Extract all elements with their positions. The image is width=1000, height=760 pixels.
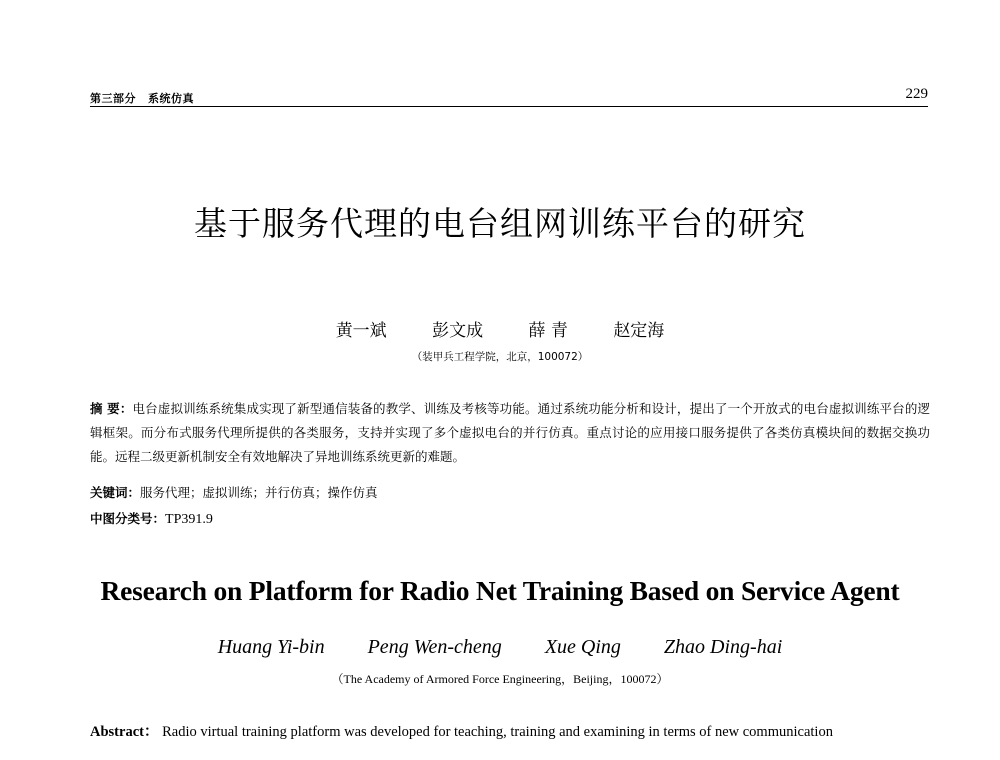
- author-cn-1: 黄一斌: [335, 321, 387, 341]
- chinese-authors: [0, 316, 1000, 341]
- abstract-cn-text: 电台虚拟训练系统集成实现了新型通信装备的教学、训练及考核等功能。通过系统功能分析和设计，提出了一个开放式的电台虚拟训练平台的逻辑框架。而分布式服务代理所提供的各类服务，支持并实现了多个虚拟电台的并行仿真。重点讨论的应用接口服务提供了各类仿真模块间的数据交换功能。远程二级更新机制安全有效地解决了异地训练系统更新的难题。: [90, 401, 930, 464]
- chinese-abstract: [90, 397, 930, 469]
- english-abstract: [90, 720, 930, 744]
- classification-value: TP391.9: [165, 512, 213, 527]
- keywords-cn-label: 关键词：: [90, 485, 141, 500]
- section-name: 系统仿真: [148, 92, 194, 105]
- chinese-title: 基于服务代理的电台组网训练平台的研究: [194, 204, 806, 243]
- author-cn-2: 彭文成: [432, 321, 484, 341]
- author-en-3: Xue Qing: [544, 636, 621, 658]
- english-authors: [0, 636, 1000, 659]
- author-en-1: Huang Yi-bin: [217, 636, 325, 658]
- author-en-4: Zhao Ding-hai: [663, 636, 783, 658]
- author-cn-3: 薛 青: [528, 321, 568, 341]
- page-number: 229: [905, 86, 928, 102]
- keywords-cn-text: 服务代理；虚拟训练；并行仿真；操作仿真: [140, 485, 378, 500]
- abstract-en-text: Radio virtual training platform was developed for teaching, training and examining in terms of new communication: [162, 724, 833, 740]
- classification-number: [90, 509, 930, 528]
- chinese-keywords: [90, 483, 930, 501]
- english-title: Research on Platform for Radio Net Training Based on Service Agent: [100, 575, 900, 606]
- section-part: 第三部分: [90, 92, 136, 105]
- english-affiliation: （The Academy of Armored Force Engineering，Beijing，100072）: [331, 672, 669, 686]
- author-cn-4: 赵定海: [613, 321, 665, 341]
- abstract-cn-label: 摘 要：: [90, 401, 133, 416]
- abstract-en-label: Abstract：: [90, 724, 159, 740]
- running-header: [90, 86, 928, 107]
- author-en-2: Peng Wen-cheng: [367, 636, 502, 658]
- classification-label: 中图分类号：: [90, 511, 166, 526]
- chinese-affiliation: （装甲兵工程学院，北京，100072）: [411, 351, 589, 363]
- section-label: [90, 90, 194, 106]
